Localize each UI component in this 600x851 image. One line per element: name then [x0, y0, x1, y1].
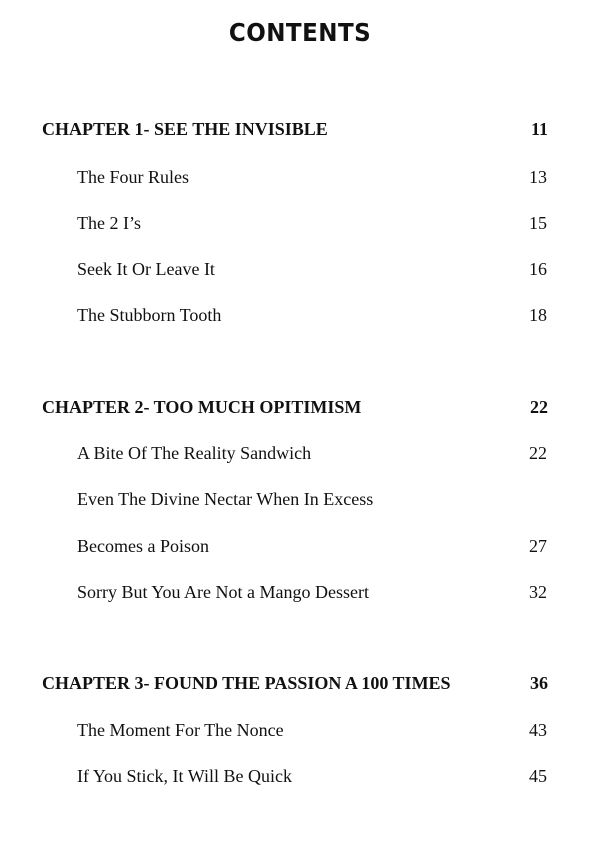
entry-title: The 2 I’s [77, 213, 141, 233]
chapter-page-number: 11 [530, 119, 548, 139]
entry-title: If You Stick, It Will Be Quick [77, 766, 292, 786]
entry-page-number: 27 [529, 536, 547, 556]
chapter-page-number: 36 [530, 673, 548, 693]
entry-title: The Moment For The Nonce [77, 720, 284, 740]
entry-title: Becomes a Poison [77, 536, 209, 556]
entry-page-number: 22 [529, 443, 547, 463]
entry-title: Sorry But You Are Not a Mango Dessert [77, 582, 369, 602]
toc-entry[interactable] [77, 165, 547, 189]
entry-title: The Stubborn Tooth [77, 305, 222, 325]
chapter-title: CHAPTER 1- SEE THE INVISIBLE [42, 119, 328, 139]
entry-title: The Four Rules [77, 167, 189, 187]
entry-title: Even The Divine Nectar When In Excess [77, 489, 374, 509]
chapter-title: CHAPTER 3- FOUND THE PASSION A 100 TIMES [42, 673, 451, 693]
toc-chapter-1[interactable] [42, 117, 548, 141]
toc-entry[interactable] [77, 257, 547, 281]
toc-entry[interactable] [77, 534, 547, 558]
toc-entry[interactable] [77, 764, 547, 788]
toc-entry[interactable] [77, 718, 547, 742]
chapter-page-number: 22 [530, 397, 548, 417]
entry-title: A Bite Of The Reality Sandwich [77, 443, 312, 463]
toc-entry[interactable] [77, 441, 547, 465]
entry-page-number: 43 [529, 720, 547, 740]
toc-entry[interactable] [77, 303, 547, 327]
entry-page-number: 32 [529, 582, 547, 602]
page-title: CONTENTS [228, 18, 372, 47]
entry-page-number: 18 [529, 305, 547, 325]
entry-page-number: 13 [529, 167, 547, 187]
entry-page-number: 16 [529, 259, 547, 279]
toc-entry[interactable] [77, 487, 547, 511]
toc-entry[interactable] [77, 211, 547, 235]
entry-page-number: 15 [529, 213, 547, 233]
toc-chapter-3[interactable] [42, 671, 548, 695]
chapter-title: CHAPTER 2- TOO MUCH OPITIMISM [42, 397, 362, 417]
entry-page-number: 45 [529, 766, 547, 786]
toc-entry[interactable] [77, 580, 547, 604]
entry-title: Seek It Or Leave It [77, 259, 215, 279]
toc-chapter-2[interactable] [42, 395, 548, 419]
